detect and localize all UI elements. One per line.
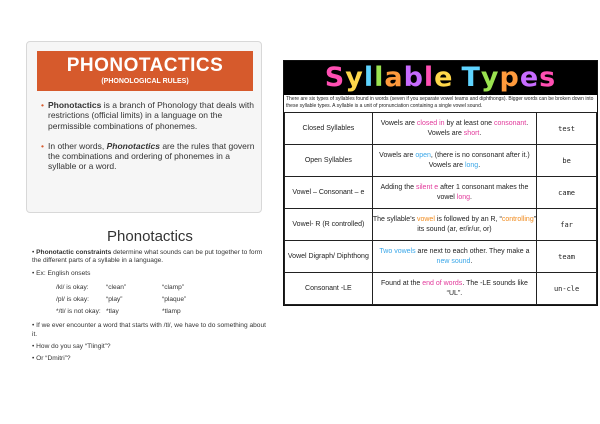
syllable-type-description: Vowels are open, (there is no consonant after it.) Vowels are long. (372, 145, 536, 177)
syllable-type-example: test (537, 113, 597, 145)
syllable-type-label: Consonant -LE (285, 273, 373, 305)
bullet-constraints: • Phonotactic constraints determine what sounds can be put together to form the different parts of a syllable in a language. (32, 249, 263, 265)
slide-title-banner (37, 51, 253, 91)
chart-intro: There are six types of syllables found in words (seven if you separate vowel teams and diphthongs). Bigger words can be broken down into these syllable types. A syllable is a unit of pronunciation containing a single vowel sound. (286, 96, 594, 109)
chart-title: Syllable Types (324, 62, 557, 93)
phonotactics-slide (26, 41, 262, 213)
slide2-title: Phonotactics (107, 228, 193, 245)
bullet-tlingit: • How do you say “Tlingit”? (32, 343, 111, 351)
syllable-type-example: un-cle (537, 273, 597, 305)
bullet-definition: • Phonotactics is a branch of Phonology that deals with restrictions (official limits) in a language on the permissible combinations of phonemes. (41, 100, 255, 131)
slide-subtitle: (PHONOLOGICAL RULES) (101, 78, 189, 85)
syllable-type-description: Two vowels are next to each other. They make a new sound. (372, 241, 536, 273)
syllable-type-label: Vowel – Consonant – e (285, 177, 373, 209)
syllable-type-row (285, 113, 597, 145)
syllable-type-label: Vowel- R (R controlled) (285, 209, 373, 241)
bullet-tl-start: • If we ever encounter a word that starts with /tl/, we have to do something about it. (32, 322, 266, 338)
bullet-other-words: • In other words, Phonotactics are the rules that govern the combinations and ordering of phonemes in a syllable or a word. (41, 141, 255, 172)
syllable-type-row (285, 273, 597, 305)
syllable-type-description: Adding the silent e after 1 consonant makes the vowel long. (372, 177, 536, 209)
syllable-type-example: far (537, 209, 597, 241)
syllable-type-label: Closed Syllables (285, 113, 373, 145)
syllable-type-label: Vowel Digraph/ Diphthong (285, 241, 373, 273)
bullet-dmitri: • Or “Dmitri”? (32, 355, 71, 363)
syllable-type-description: Found at the end of words. The -LE sounds like “UL”. (372, 273, 536, 305)
bullet-english-onsets: • Ex: English onsets (32, 269, 91, 277)
syllable-type-row (285, 145, 597, 177)
syllable-type-label: Open Syllables (285, 145, 373, 177)
syllable-types-chart (283, 60, 598, 306)
syllable-type-description: The syllable's vowel is followed by an R, “controlling” its sound (ar, er/ir/ur, or) (372, 209, 536, 241)
chart-title-bar (284, 61, 597, 95)
slide2-body (32, 249, 270, 368)
syllable-types-table (284, 112, 597, 305)
syllable-type-row (285, 177, 597, 209)
phonotactics-constraints-slide (30, 226, 270, 416)
syllable-type-row (285, 241, 597, 273)
slide-title: PHONOTACTICS (66, 55, 224, 76)
onset-row: /kl/ is okay: “clean” “clamp” (56, 284, 184, 292)
slide-bullets (41, 100, 255, 182)
syllable-type-example: team (537, 241, 597, 273)
syllable-type-description: Vowels are closed in by at least one consonant. Vowels are short. (372, 113, 536, 145)
onset-row: */tl/ is not okay: *tlay *tlamp (56, 308, 181, 316)
onset-row: /pl/ is okay: “play” “plaque” (56, 296, 187, 304)
syllable-type-example: came (537, 177, 597, 209)
syllable-type-row (285, 209, 597, 241)
syllable-type-example: be (537, 145, 597, 177)
